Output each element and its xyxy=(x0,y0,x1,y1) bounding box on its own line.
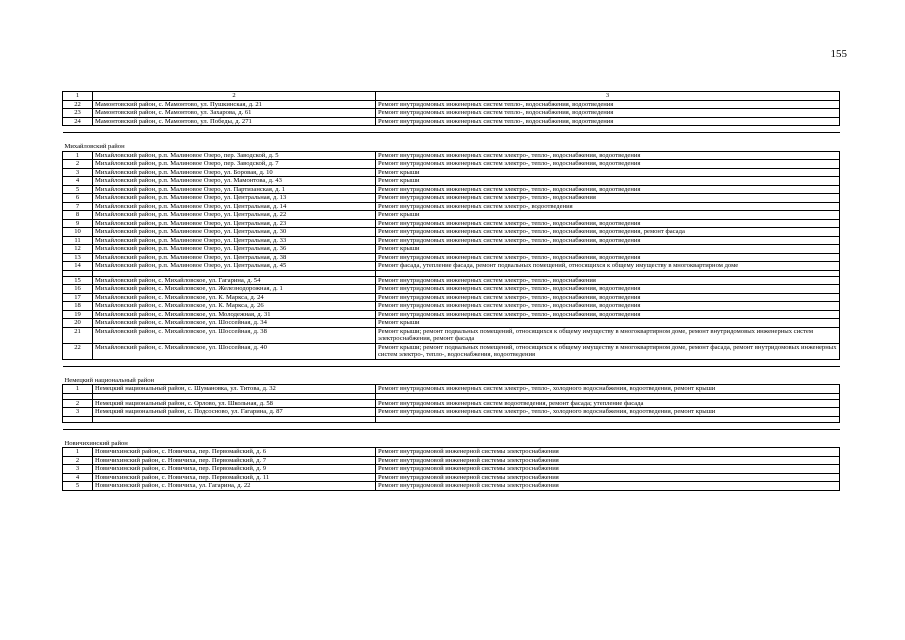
row-works: Ремонт внутридомовых инженерных систем электро-, тепло-, водоснабжения, водоотведения xyxy=(376,293,840,302)
row-address: Немецкий национальный район, с. Шумановка, ул. Титова, д. 32 xyxy=(93,385,376,394)
row-number: 7 xyxy=(63,202,93,211)
row-number: 3 xyxy=(63,168,93,177)
row-number: 15 xyxy=(63,276,93,285)
section-title: Немецкий национальный район xyxy=(63,366,840,385)
table-row xyxy=(63,202,840,211)
table-row xyxy=(63,310,840,319)
row-number: 17 xyxy=(63,293,93,302)
section-spacer xyxy=(63,422,840,429)
table-row xyxy=(63,117,840,126)
row-address: Михайловский район, р.п. Малиновое Озеро, ул. Партизанская, д. 1 xyxy=(93,185,376,194)
row-address: Михайловский район, р.п. Малиновое Озеро, ул. Центральная, д. 36 xyxy=(93,245,376,254)
header-col-works: 3 xyxy=(376,92,840,101)
row-address: Мамонтовский район, с. Мамонтово, ул. Пушкинская, д. 21 xyxy=(93,100,376,109)
table-row xyxy=(63,465,840,474)
row-works: Ремонт внутридомовых инженерных систем электро-, тепло-, водоснабжения xyxy=(376,194,840,203)
table-row xyxy=(63,177,840,186)
table-row xyxy=(63,236,840,245)
row-number: 18 xyxy=(63,302,93,311)
row-number: 3 xyxy=(63,465,93,474)
row-number: 11 xyxy=(63,236,93,245)
row-works: Ремонт внутридомовой инженерной системы электроснабжения xyxy=(376,456,840,465)
row-address: Михайловский район, с. Михайловское, ул. Шоссейная, д. 40 xyxy=(93,343,376,359)
table-row xyxy=(63,168,840,177)
row-works: Ремонт внутридомовых инженерных систем электро-, тепло-, водоснабжения, водоотведения xyxy=(376,302,840,311)
row-address: Михайловский район, р.п. Малиновое Озеро, ул. Мамонтова, д. 43 xyxy=(93,177,376,186)
row-number: 22 xyxy=(63,343,93,359)
row-address: Михайловский район, с. Михайловское, ул. К. Маркса, д. 26 xyxy=(93,302,376,311)
row-works: Ремонт внутридомовых инженерных систем электро-, тепло-, холодного водоснабжения, водоотведения, ремонт крыши xyxy=(376,385,840,394)
row-address: Новичихинский район, с. Новичиха, пер. Первомайский, д. 9 xyxy=(93,465,376,474)
row-address: Михайловский район, с. Михайловское, ул. Железнодорожная, д. 1 xyxy=(93,285,376,294)
row-address: Михайловский район, р.п. Малиновое Озеро, ул. Центральная, д. 38 xyxy=(93,253,376,262)
row-works: Ремонт фасада, утепление фасада, ремонт подвальных помещений, относящихся к общему имуществу в многоквартирном доме xyxy=(376,262,840,271)
row-works: Ремонт внутридомовых инженерных систем электро-, тепло-, водоснабжения, водоотведения xyxy=(376,185,840,194)
row-number: 3 xyxy=(63,408,93,417)
header-row xyxy=(63,92,840,101)
row-address: Михайловский район, с. Михайловское, ул. Гагарина, д. 54 xyxy=(93,276,376,285)
row-works: Ремонт внутридомовых инженерных систем электро-, тепло-, водоснабжения, водоотведения xyxy=(376,253,840,262)
row-address: Михайловский район, р.п. Малиновое Озеро, ул. Центральная, д. 23 xyxy=(93,219,376,228)
spacer-cell xyxy=(63,359,840,366)
table-row xyxy=(63,211,840,220)
row-address: Михайловский район, р.п. Малиновое Озеро, пер. Заводской, д. 5 xyxy=(93,151,376,160)
table-row xyxy=(63,319,840,328)
table-row xyxy=(63,408,840,417)
table-row xyxy=(63,194,840,203)
row-address: Михайловский район, р.п. Малиновое Озеро, ул. Центральная, д. 22 xyxy=(93,211,376,220)
section-title: Михайловский район xyxy=(63,133,840,152)
table-row xyxy=(63,293,840,302)
row-works: Ремонт крыши xyxy=(376,168,840,177)
row-address: Новичихинский район, с. Новичиха, пер. Первомайский, д. 7 xyxy=(93,456,376,465)
table-row xyxy=(63,228,840,237)
row-number: 16 xyxy=(63,285,93,294)
row-address: Михайловский район, р.п. Малиновое Озеро, ул. Центральная, д. 13 xyxy=(93,194,376,203)
row-address: Мамонтовский район, с. Мамонтово, ул. Победы, д. 271 xyxy=(93,117,376,126)
table-row xyxy=(63,253,840,262)
table-body xyxy=(63,92,840,491)
row-works: Ремонт внутридомовой инженерной системы электроснабжения xyxy=(376,465,840,474)
row-works: Ремонт внутридомовых инженерных систем электро-, тепло-, водоснабжения, водоотведения, ремонт фасада xyxy=(376,228,840,237)
row-address: Новичихинский район, с. Новичиха, пер. Первомайский, д. 11 xyxy=(93,473,376,482)
row-works: Ремонт внутридомовых инженерных систем водоотведения, ремонт фасада; утепление фасада xyxy=(376,399,840,408)
table-row xyxy=(63,160,840,169)
row-works: Ремонт крыши xyxy=(376,211,840,220)
row-address: Михайловский район, с. Михайловское, ул. Шоссейная, д. 34 xyxy=(93,319,376,328)
row-number: 1 xyxy=(63,151,93,160)
row-number: 23 xyxy=(63,109,93,118)
row-number: 14 xyxy=(63,262,93,271)
row-works: Ремонт крыши xyxy=(376,319,840,328)
header-col-address: 2 xyxy=(93,92,376,101)
row-number: 1 xyxy=(63,448,93,457)
row-number: 10 xyxy=(63,228,93,237)
row-works: Ремонт внутридомовой инженерной системы электроснабжения xyxy=(376,448,840,457)
row-number: 5 xyxy=(63,482,93,491)
section-header-row xyxy=(63,366,840,385)
row-number: 8 xyxy=(63,211,93,220)
section-title: Новичихинский район xyxy=(63,429,840,448)
row-address: Михайловский район, р.п. Малиновое Озеро, пер. Заводской, д. 7 xyxy=(93,160,376,169)
row-number: 2 xyxy=(63,399,93,408)
table-row xyxy=(63,151,840,160)
row-works: Ремонт внутридомовых инженерных систем электро-, водоотведения xyxy=(376,202,840,211)
row-address: Михайловский район, р.п. Малиновое Озеро, ул. Центральная, д. 14 xyxy=(93,202,376,211)
table-row xyxy=(63,385,840,394)
row-address: Немецкий национальный район, с. Орлово, ул. Школьная, д. 58 xyxy=(93,399,376,408)
row-works: Ремонт внутридомовых инженерных систем тепло-, водоснабжения, водоотведения xyxy=(376,100,840,109)
row-number: 20 xyxy=(63,319,93,328)
row-address: Мамонтовский район, с. Мамонтово, ул. Захарова, д. 61 xyxy=(93,109,376,118)
row-address: Михайловский район, р.п. Малиновое Озеро, ул. Центральная, д. 30 xyxy=(93,228,376,237)
row-works: Ремонт внутридомовой инженерной системы электроснабжения xyxy=(376,473,840,482)
row-address: Немецкий национальный район, с. Подсосново, ул. Гагарина, д. 87 xyxy=(93,408,376,417)
row-number: 1 xyxy=(63,385,93,394)
row-works: Ремонт внутридомовых инженерных систем электро-, тепло-, водоснабжения, водоотведения xyxy=(376,310,840,319)
row-works: Ремонт внутридомовых инженерных систем электро-, тепло-, водоснабжения xyxy=(376,276,840,285)
table-row xyxy=(63,482,840,491)
spacer-cell xyxy=(63,126,840,133)
table-row xyxy=(63,245,840,254)
table-row xyxy=(63,100,840,109)
row-address: Михайловский район, с. Михайловское, ул. Молодежная, д. 31 xyxy=(93,310,376,319)
table-row xyxy=(63,109,840,118)
row-works: Ремонт внутридомовых инженерных систем электро-, тепло-, водоснабжения, водоотведения xyxy=(376,285,840,294)
row-number: 21 xyxy=(63,327,93,343)
section-spacer xyxy=(63,359,840,366)
header-col-number: 1 xyxy=(63,92,93,101)
row-number: 6 xyxy=(63,194,93,203)
row-works: Ремонт внутридомовой инженерной системы электроснабжения xyxy=(376,482,840,491)
row-works: Ремонт крыши xyxy=(376,177,840,186)
table-row xyxy=(63,456,840,465)
row-number: 12 xyxy=(63,245,93,254)
row-number: 9 xyxy=(63,219,93,228)
row-number: 2 xyxy=(63,456,93,465)
table-row xyxy=(63,448,840,457)
table-row xyxy=(63,185,840,194)
row-works: Ремонт внутридомовых инженерных систем электро-, тепло-, водоснабжения, водоотведения xyxy=(376,219,840,228)
section-spacer xyxy=(63,126,840,133)
row-works: Ремонт внутридомовых инженерных систем тепло-, водоснабжения, водоотведения xyxy=(376,109,840,118)
table-row xyxy=(63,285,840,294)
row-works: Ремонт крыши xyxy=(376,245,840,254)
row-works: Ремонт крыши; ремонт подвальных помещений, относящихся к общему имуществу в многоквартирном доме, ремонт фасада, ремонт внутридомовых инженерных систем электро-, тепло-, водоснабжения, водоотведения xyxy=(376,343,840,359)
repair-schedule-table xyxy=(62,91,840,491)
table-row xyxy=(63,327,840,343)
row-number: 24 xyxy=(63,117,93,126)
table-row xyxy=(63,473,840,482)
section-header-row xyxy=(63,429,840,448)
table-row xyxy=(63,262,840,271)
row-number: 13 xyxy=(63,253,93,262)
row-number: 19 xyxy=(63,310,93,319)
table-row xyxy=(63,399,840,408)
spacer-cell xyxy=(63,422,840,429)
table-row xyxy=(63,219,840,228)
section-header-row xyxy=(63,133,840,152)
row-address: Михайловский район, р.п. Малиновое Озеро, ул. Центральная, д. 33 xyxy=(93,236,376,245)
table-row xyxy=(63,343,840,359)
row-address: Новичихинский район, с. Новичиха, ул. Гагарина, д. 22 xyxy=(93,482,376,491)
table-row xyxy=(63,302,840,311)
row-address: Михайловский район, р.п. Малиновое Озеро, ул. Центральная, д. 45 xyxy=(93,262,376,271)
page-number: 155 xyxy=(830,48,847,60)
row-works: Ремонт внутридомовых инженерных систем тепло-, водоснабжения, водоотведения xyxy=(376,117,840,126)
row-number: 4 xyxy=(63,473,93,482)
row-number: 22 xyxy=(63,100,93,109)
row-works: Ремонт внутридомовых инженерных систем электро-, тепло-, водоснабжения, водоотведения xyxy=(376,151,840,160)
row-works: Ремонт внутридомовых инженерных систем электро-, тепло-, водоснабжения, водоотведения xyxy=(376,236,840,245)
row-works: Ремонт внутридомовых инженерных систем электро-, тепло-, водоснабжения, водоотведения xyxy=(376,160,840,169)
row-address: Новичихинский район, с. Новичиха, пер. Первомайский, д. 6 xyxy=(93,448,376,457)
table-row xyxy=(63,276,840,285)
row-address: Михайловский район, с. Михайловское, ул. Шоссейная, д. 38 xyxy=(93,327,376,343)
row-number: 2 xyxy=(63,160,93,169)
row-works: Ремонт внутридомовых инженерных систем электро-, тепло-, холодного водоснабжения, водоотведения, ремонт крыши xyxy=(376,408,840,417)
row-address: Михайловский район, с. Михайловское, ул. К. Маркса, д. 24 xyxy=(93,293,376,302)
row-number: 4 xyxy=(63,177,93,186)
row-address: Михайловский район, р.п. Малиновое Озеро, ул. Боровая, д. 10 xyxy=(93,168,376,177)
row-works: Ремонт крыши; ремонт подвальных помещений, относящихся к общему имуществу в многоквартирном доме, ремонт внутридомовых инженерных систем электроснабжения, ремонт фасада xyxy=(376,327,840,343)
row-number: 5 xyxy=(63,185,93,194)
